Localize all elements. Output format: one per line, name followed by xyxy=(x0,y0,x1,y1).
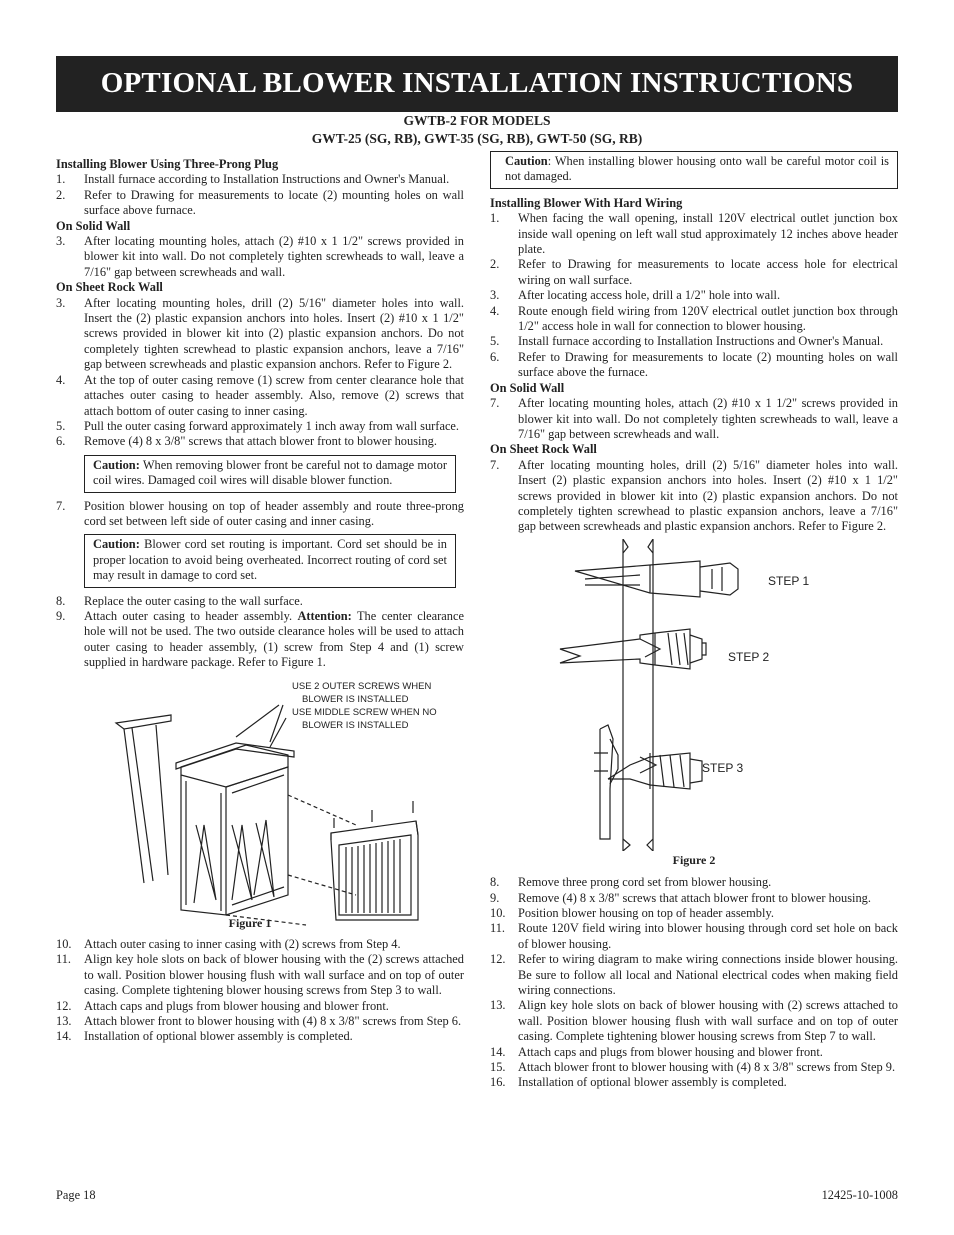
figure-1-drawing xyxy=(56,675,464,928)
step-item: 9. Attach outer casing to header assembly. Attention: The center clearance hole will not be used. The two outside clearance holes will be used to attach outer casing to header assembly, (1) screw from Step 4 and (1) screw supplied in hardware package. Refer to Figure 1. xyxy=(56,608,464,670)
figure-2-step-label: STEP 1 xyxy=(768,573,810,588)
step-item: 6. Remove (4) 8 x 3/8" screws that attach blower front to blower housing. xyxy=(56,434,437,449)
step-item: 6. Refer to Drawing for measurements to locate (2) mounting holes on wall surface above the furnace. xyxy=(490,349,898,380)
step-item: 10. Position blower housing on top of header assembly. xyxy=(490,905,774,920)
caution-box: Caution: Blower cord set routing is important. Cord set should be in proper location to avoid being overheated. Incorrect routing of cord set may result in damage to cord set. xyxy=(84,534,456,587)
step-item: 13. Align key hole slots on back of blower housing with (2) screws attached to wall. Position blower housing flush with wall surface and on top of outer casing. Complete tightening blower housing screws from Step 7 to wall. xyxy=(490,998,898,1044)
heading-sheet-rock: On Sheet Rock Wall xyxy=(56,280,163,295)
figure-2-drawing xyxy=(490,539,898,851)
figure-2-step-label: STEP 2 xyxy=(728,649,770,664)
step-item: 1. Install furnace according to Installation Instructions and Owner's Manual. xyxy=(56,172,450,187)
step-item: 14. Attach caps and plugs from blower housing and blower front. xyxy=(490,1044,823,1059)
step-item: 8. Replace the outer casing to the wall surface. xyxy=(56,593,303,608)
page-banner-title: OPTIONAL BLOWER INSTALLATION INSTRUCTIONS xyxy=(56,56,898,112)
step-item: 7. After locating mounting holes, drill (2) 5/16" diameter holes into wall. Insert (2) plastic expansion anchors into holes. Insert (2) #10 x 1 1/2" screws provided in blower kit into (2) plastic expansion anchors. Do not completely tighten screwhead to plastic expansion anchors, leave a 7/16" gap between screwheads and plastic expansion anchors. Refer to Figure 2. xyxy=(490,457,898,534)
subtitle-models: GWT-25 (SG, RB), GWT-35 (SG, RB), GWT-50 (SG, RB) xyxy=(311,131,643,146)
step-item: 7. Position blower housing on top of header assembly and route three-prong cord set between left side of outer casing and inner casing. xyxy=(56,498,464,528)
step-item: 4. At the top of outer casing remove (1) screw from center clearance hole that attaches outer casing to header assembly. Also, remove (2) screws that attach bottom of outer casing to inner casing. xyxy=(56,372,464,418)
step-item: 13. Attach blower front to blower housing with (4) 8 x 3/8" screws from Step 6. xyxy=(56,1014,462,1029)
step-item: 7. After locating mounting holes, attach (2) #10 x 1 1/2" screws provided in blower kit into wall. Do not completely tighten screwheads to wall, leave a 7/16" gap between screwheads and wall. xyxy=(490,396,898,441)
step-item: 15. Attach blower front to blower housing with (4) 8 x 3/8" screws from Step 9. xyxy=(490,1060,896,1075)
step-item: 11. Align key hole slots on back of blower housing with the (2) screws attached to wall. Position blower housing flush with wall surface and on top of outer casing. Complete tightening blower housing screws from Step 3 to wall. xyxy=(56,952,464,998)
figure-1-note: USE MIDDLE SCREW WHEN NO xyxy=(292,706,437,718)
step-item: 14. Installation of optional blower assembly is completed. xyxy=(56,1029,353,1044)
figure-1-note: USE 2 OUTER SCREWS WHEN xyxy=(292,680,432,692)
step-item: 9. Remove (4) 8 x 3/8" screws that attach blower front to blower housing. xyxy=(490,890,871,905)
step-item: 1. When facing the wall opening, install 120V electrical outlet junction box inside wall opening on left wall stud approximately 12 inches above header plate. xyxy=(490,211,898,257)
step-item: 3. After locating mounting holes, drill (2) 5/16" diameter holes into wall. Insert the (2) plastic expansion anchors into holes. Insert (2) #10 x 1 1/2" screws provided in blower kit into (2) plastic expansion anchors. Do not completely tighten screwhead to plastic expansion anchors, leave a 7/16" gap between screwheads and plastic expansion anchors. Refer to Figure 2. xyxy=(56,295,464,372)
heading-three-prong: Installing Blower Using Three-Prong Plug xyxy=(56,157,279,171)
step-item: 11. Route 120V field wiring into blower housing through cord set hole on back of blower housing. xyxy=(490,921,898,951)
heading-solid-wall: On Solid Wall xyxy=(56,218,131,233)
caution-box: Caution: When removing blower front be careful not to damage motor coil wires. Damaged coil wires will disable blower function. xyxy=(84,455,456,493)
figure-1 xyxy=(56,675,464,928)
step-item: 3. After locating access hole, drill a 1/2" hole into wall. xyxy=(490,288,781,303)
step-item: 3. After locating mounting holes, attach (2) #10 x 1 1/2" screws provided in blower kit into wall. Do not completely tighten screwheads to wall, leave a 7/16" gap between screwheads and wall. xyxy=(56,234,464,279)
step-item: 12. Attach caps and plugs from blower housing and blower front. xyxy=(56,998,389,1013)
document-number: 12425-10-1008 xyxy=(821,1188,898,1202)
figure-1-note: BLOWER IS INSTALLED xyxy=(302,693,409,705)
step-item: 2. Refer to Drawing for measurements to locate (2) mounting holes on wall surface above furnace. xyxy=(56,187,464,218)
heading-sheet-rock: On Sheet Rock Wall xyxy=(490,442,597,457)
step-item: 2. Refer to Drawing for measurements to locate access hole for electrical wiring on wall surface. xyxy=(490,257,898,287)
right-column xyxy=(490,151,898,1091)
subtitle-kit: GWTB-2 FOR MODELS xyxy=(403,113,551,128)
figure-1-note: BLOWER IS INSTALLED xyxy=(302,719,409,731)
step-item: 10. Attach outer casing to inner casing with (2) screws from Step 4. xyxy=(56,937,401,951)
step-item: 16. Installation of optional blower assembly is completed. xyxy=(490,1075,787,1090)
caution-box: Caution: When installing blower housing onto wall be careful motor coil is not damaged. xyxy=(490,151,898,189)
heading-hard-wiring: Installing Blower With Hard Wiring xyxy=(490,195,683,210)
step-item: 12. Refer to wiring diagram to make wiring connections inside blower housing. Be sure to follow all local and National electrical codes when making field wiring connections. xyxy=(490,952,898,997)
figure-1-caption: Figure 1 xyxy=(228,915,272,930)
left-column xyxy=(56,157,464,1045)
figure-2-step-label: STEP 3 xyxy=(702,760,744,775)
step-item: 5. Install furnace according to Installation Instructions and Owner's Manual. xyxy=(490,334,884,349)
step-item: 5. Pull the outer casing forward approximately 1 inch away from wall surface. xyxy=(56,418,460,433)
step-item: 4. Route enough field wiring from 120V electrical outlet junction box through 1/2" access hole in wall for connection to blower housing. xyxy=(490,303,898,334)
heading-solid-wall: On Solid Wall xyxy=(490,380,565,395)
step-item: 8. Remove three prong cord set from blower housing. xyxy=(490,875,772,890)
figure-2-caption: Figure 2 xyxy=(672,852,716,867)
page-number: Page 18 xyxy=(56,1188,96,1202)
figure-2 xyxy=(490,539,898,851)
